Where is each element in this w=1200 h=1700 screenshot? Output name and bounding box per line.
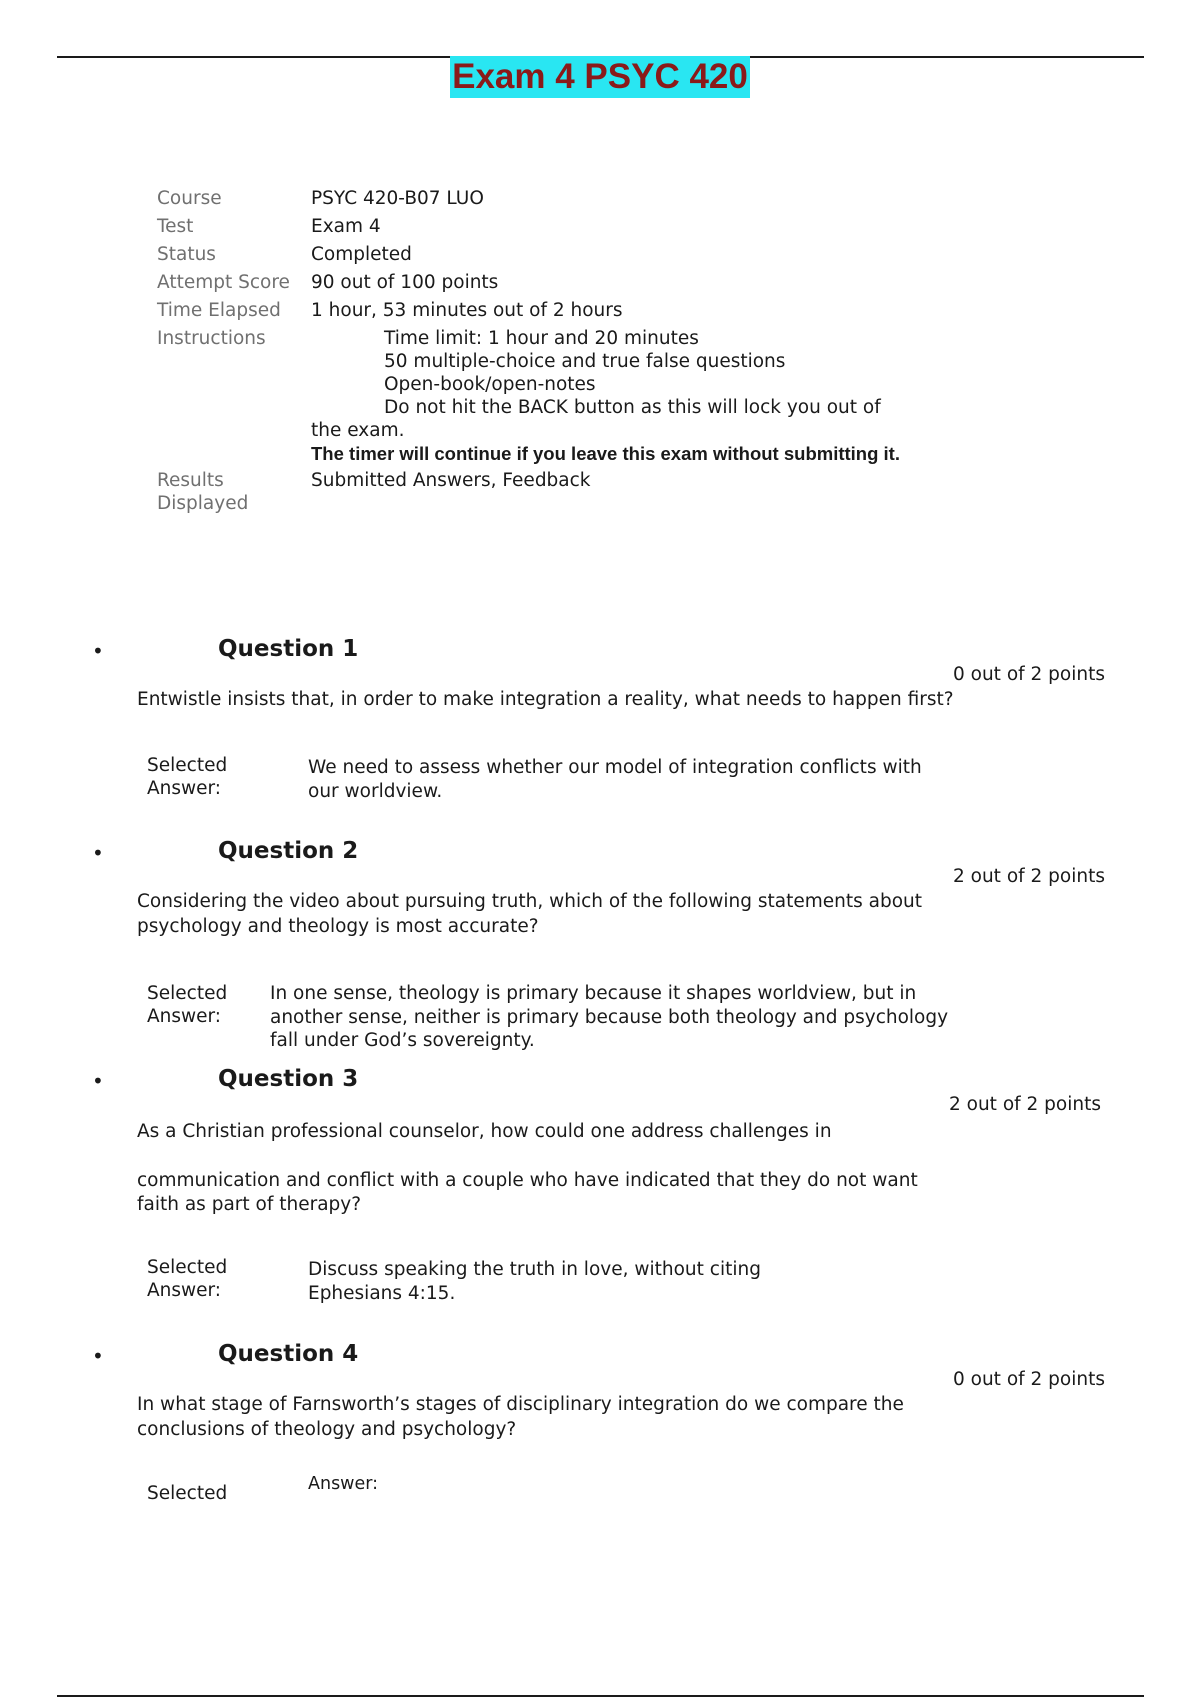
answer-line: our worldview. <box>308 780 443 802</box>
selected-answer-label: Selected <box>147 1483 228 1504</box>
time-row <box>157 297 957 325</box>
course-row <box>157 185 957 213</box>
test-value: Exam 4 <box>311 216 381 237</box>
question-text: Entwistle insists that, in order to make integration a reality, what needs to happen first? <box>137 689 954 710</box>
instructions-line: Time limit: 1 hour and 20 minutes <box>384 328 699 349</box>
time-value: 1 hour, 53 minutes out of 2 hours <box>311 300 623 321</box>
status-label: Status <box>157 244 216 265</box>
results-label-line: Displayed <box>157 493 249 514</box>
question-title: Question 3 <box>218 1066 359 1092</box>
question-text-line: conclusions of theology and psychology? <box>137 1418 517 1440</box>
course-label: Course <box>157 188 222 209</box>
bullet: • <box>92 841 104 865</box>
status-row <box>157 241 957 269</box>
question-points: 0 out of 2 points <box>952 1369 1105 1390</box>
instructions-value <box>311 325 900 465</box>
question-title: Question 4 <box>218 1341 359 1367</box>
score-label: Attempt Score <box>157 272 290 293</box>
selected-label-line: Answer: <box>147 1280 222 1301</box>
selected-answer-label <box>147 982 227 1028</box>
results-row <box>157 469 957 515</box>
question-points: 0 out of 2 points <box>952 664 1105 685</box>
answer-line: fall under God’s sovereignty. <box>270 1030 535 1051</box>
bullet: • <box>92 1069 104 1093</box>
selected-answer <box>270 982 948 1053</box>
selected-label-line: Selected <box>147 1257 228 1278</box>
selected-label-line: Answer: <box>147 1006 222 1027</box>
instructions-warning: The timer will continue if you leave this exam without submitting it. <box>311 443 900 464</box>
results-value: Submitted Answers, Feedback <box>311 470 591 491</box>
test-row <box>157 213 957 241</box>
question-text-line: Considering the video about pursuing truth, which of the following statements about <box>137 891 923 912</box>
selected-answer-label <box>147 1256 227 1302</box>
exam-info-table <box>157 185 957 515</box>
instructions-line: Open-book/open-notes <box>384 374 596 395</box>
answer-line: Ephesians 4:15. <box>308 1282 456 1304</box>
answer-line: Discuss speaking the truth in love, without citing <box>308 1259 761 1280</box>
instructions-line: Do not hit the BACK button as this will lock you out of <box>384 397 881 418</box>
page-title: Exam 4 PSYC 420 <box>452 57 748 96</box>
question-text-line: communication and conflict with a couple who have indicated that they do not want <box>137 1169 918 1191</box>
test-label: Test <box>157 216 194 237</box>
bullet: • <box>92 1344 104 1368</box>
question-text <box>137 1393 1017 1442</box>
question-points: 2 out of 2 points <box>948 1094 1101 1115</box>
results-label-line: Results <box>157 470 224 491</box>
selected-answer-label <box>147 754 227 800</box>
title-container <box>0 56 1200 98</box>
instructions-line: the exam. <box>311 420 405 441</box>
bullet: • <box>92 639 104 663</box>
selected-answer <box>308 1258 761 1305</box>
answer-line: another sense, neither is primary because both theology and psychology <box>270 1006 949 1028</box>
question-text-line: faith as part of therapy? <box>137 1194 362 1215</box>
status-value: Completed <box>311 244 412 265</box>
instructions-row <box>157 325 957 465</box>
question-text-line: As a Christian professional counselor, how could one address challenges in <box>137 1121 832 1142</box>
question-text <box>137 1120 1017 1218</box>
question-text-line: In what stage of Farnsworth’s stages of disciplinary integration do we compare the <box>137 1394 904 1415</box>
bottom-rule <box>57 1695 1144 1697</box>
selected-label-line: Selected <box>147 755 228 776</box>
question-title: Question 1 <box>218 636 359 662</box>
selected-label-line: Answer: <box>147 778 222 799</box>
selected-answer <box>308 756 922 803</box>
question-text <box>137 890 1017 939</box>
selected-label-line: Selected <box>147 983 228 1004</box>
instructions-line: 50 multiple-choice and true false questions <box>384 351 786 372</box>
instructions-label: Instructions <box>157 328 266 349</box>
question-text-line: psychology and theology is most accurate? <box>137 915 539 937</box>
course-value: PSYC 420-B07 LUO <box>311 188 484 209</box>
question-title: Question 2 <box>218 838 359 864</box>
answer-label: Answer: <box>308 1474 379 1494</box>
score-row <box>157 269 957 297</box>
score-value: 90 out of 100 points <box>311 272 499 293</box>
question-points: 2 out of 2 points <box>952 866 1105 887</box>
results-label <box>157 469 311 515</box>
time-label: Time Elapsed <box>157 300 281 321</box>
answer-line: We need to assess whether our model of integration conflicts with <box>308 757 922 778</box>
answer-line: In one sense, theology is primary because it shapes worldview, but in <box>270 983 917 1004</box>
